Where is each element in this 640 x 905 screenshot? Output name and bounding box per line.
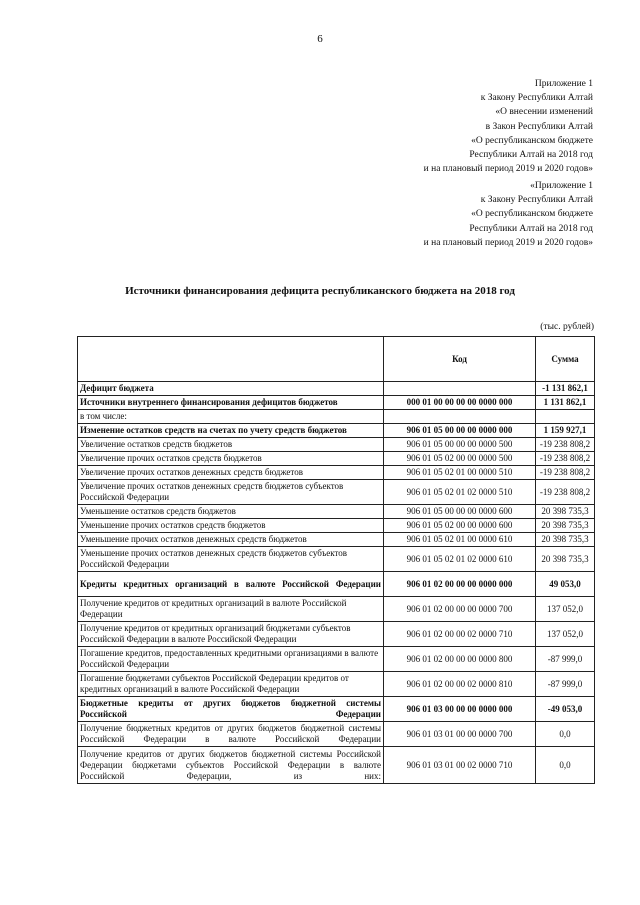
row-sum-cell: 0,0 [536, 747, 595, 784]
row-name-cell: Увеличение прочих остатков средств бюджетов [78, 452, 384, 466]
table-row [78, 396, 595, 410]
appendix-header-original [424, 179, 593, 250]
header-code: Код [384, 337, 536, 382]
row-sum-cell: 20 398 735,3 [536, 505, 595, 519]
header-sum: Сумма [536, 337, 595, 382]
row-sum-cell: -19 238 808,2 [536, 466, 595, 480]
row-code-cell: 906 01 05 02 01 00 0000 510 [384, 466, 536, 480]
row-code-cell: 906 01 03 01 00 02 0000 710 [384, 747, 536, 784]
row-name-cell: Уменьшение прочих остатков денежных средств бюджетов субъектов Российской Федерации [78, 547, 384, 572]
row-name-cell: Получение кредитов от кредитных организаций в валюте Российской Федерации [78, 597, 384, 622]
row-code-cell: 906 01 05 00 00 00 0000 000 [384, 424, 536, 438]
row-name-cell: Бюджетные кредиты от других бюджетов бюджетной системы Российской Федерации [78, 697, 384, 722]
row-sum-cell: 49 053,0 [536, 572, 595, 597]
row-code-cell [384, 410, 536, 424]
row-name-cell: в том числе: [78, 410, 384, 424]
row-name-cell: Получение кредитов от других бюджетов бюджетной системы Российской Федерации бюджетами субъектов Российской Федерации в валюте Российской Федерации, из них: [78, 747, 384, 784]
row-code-cell: 000 01 00 00 00 00 0000 000 [384, 396, 536, 410]
units-label: (тыс. рублей) [540, 322, 594, 332]
row-name-cell: Погашение кредитов, предоставленных кредитными организациями в валюте Российской Федерации [78, 647, 384, 672]
row-name-cell: Получение бюджетных кредитов от других бюджетов бюджетной системы Российской Федерации в валюте Российской Федерации [78, 722, 384, 747]
table-row [78, 382, 595, 396]
row-name-cell: Погашение бюджетами субъектов Российской Федерации кредитов от кредитных организаций в валюте Российской Федерации [78, 672, 384, 697]
row-code-cell: 906 01 05 02 01 02 0000 510 [384, 480, 536, 505]
row-name-cell: Уменьшение остатков средств бюджетов [78, 505, 384, 519]
appendix-line: Республики Алтай на 2018 год [469, 150, 593, 161]
appendix-line: «О внесении изменений [495, 107, 593, 118]
row-name-cell: Изменение остатков средств на счетах по учету средств бюджетов [78, 424, 384, 438]
row-code-cell: 906 01 05 02 00 00 0000 600 [384, 519, 536, 533]
appendix-line: Республики Алтай на 2018 год [469, 223, 593, 234]
row-sum-cell: 137 052,0 [536, 597, 595, 622]
row-sum-cell: -19 238 808,2 [536, 452, 595, 466]
row-name-cell: Кредиты кредитных организаций в валюте Российской Федерации [78, 572, 384, 597]
row-sum-cell: 1 131 862,1 [536, 396, 595, 410]
row-code-cell: 906 01 03 01 00 00 0000 700 [384, 722, 536, 747]
appendix-line: «Приложение 1 [530, 181, 593, 191]
table-row [78, 647, 595, 672]
row-sum-cell: -1 131 862,1 [536, 382, 595, 396]
row-code-cell: 906 01 05 00 00 00 0000 500 [384, 438, 536, 452]
appendix-line: к Закону Республики Алтай [480, 93, 593, 104]
table-row [78, 747, 595, 784]
table-row [78, 533, 595, 547]
table-row [78, 519, 595, 533]
row-sum-cell: 137 052,0 [536, 622, 595, 647]
page-number: 6 [317, 33, 323, 45]
row-sum-cell: 20 398 735,3 [536, 547, 595, 572]
row-sum-cell: -87 999,0 [536, 647, 595, 672]
appendix-line: «О республиканском бюджете [471, 209, 593, 220]
row-sum-cell: -19 238 808,2 [536, 480, 595, 505]
row-sum-cell: 20 398 735,3 [536, 519, 595, 533]
table-row [78, 572, 595, 597]
row-code-cell: 906 01 02 00 00 00 0000 000 [384, 572, 536, 597]
appendix-line: и на плановый период 2019 и 2020 годов» [423, 164, 593, 175]
table-row [78, 547, 595, 572]
table-row [78, 722, 595, 747]
row-code-cell [384, 382, 536, 396]
row-name-cell: Источники внутреннего финансирования дефицитов бюджетов [78, 396, 384, 410]
row-name-cell: Увеличение прочих остатков денежных средств бюджетов субъектов Российской Федерации [78, 480, 384, 505]
row-code-cell: 906 01 05 00 00 00 0000 600 [384, 505, 536, 519]
row-name-cell: Уменьшение прочих остатков денежных средств бюджетов [78, 533, 384, 547]
row-name-cell: Увеличение остатков средств бюджетов [78, 438, 384, 452]
document-title: Источники финансирования дефицита республиканского бюджета на 2018 год [125, 285, 515, 297]
row-sum-cell: 1 159 927,1 [536, 424, 595, 438]
row-code-cell: 906 01 03 00 00 00 0000 000 [384, 697, 536, 722]
table-row [78, 622, 595, 647]
row-code-cell: 906 01 05 02 00 00 0000 500 [384, 452, 536, 466]
appendix-line: «О республиканском бюджете [471, 135, 593, 146]
row-name-cell: Уменьшение прочих остатков средств бюджетов [78, 519, 384, 533]
row-code-cell: 906 01 02 00 00 02 0000 810 [384, 672, 536, 697]
table-row [78, 424, 595, 438]
row-sum-cell [536, 410, 595, 424]
table-row [78, 597, 595, 622]
row-sum-cell: -49 053,0 [536, 697, 595, 722]
appendix-line: в Закон Республики Алтай [485, 121, 593, 132]
row-sum-cell: 20 398 735,3 [536, 533, 595, 547]
row-sum-cell: 0,0 [536, 722, 595, 747]
header-name [78, 337, 384, 382]
financing-sources-table [77, 336, 595, 784]
table-row [78, 452, 595, 466]
table-header-row [78, 337, 595, 382]
appendix-line: к Закону Республики Алтай [480, 195, 593, 206]
table-row [78, 466, 595, 480]
row-code-cell: 906 01 02 00 00 02 0000 710 [384, 622, 536, 647]
row-code-cell: 906 01 02 00 00 00 0000 700 [384, 597, 536, 622]
appendix-line: Приложение 1 [534, 79, 593, 89]
table-row [78, 410, 595, 424]
row-sum-cell: -87 999,0 [536, 672, 595, 697]
table-row [78, 480, 595, 505]
row-sum-cell: -19 238 808,2 [536, 438, 595, 452]
row-name-cell: Увеличение прочих остатков денежных средств бюджетов [78, 466, 384, 480]
row-code-cell: 906 01 05 02 01 00 0000 610 [384, 533, 536, 547]
row-name-cell: Дефицит бюджета [78, 382, 384, 396]
row-name-cell: Получение кредитов от кредитных организаций бюджетами субъектов Российской Федерации в валюте Российской Федерации [78, 622, 384, 647]
appendix-header-current [424, 77, 593, 176]
table-row [78, 505, 595, 519]
table-row [78, 438, 595, 452]
row-code-cell: 906 01 05 02 01 02 0000 610 [384, 547, 536, 572]
table-row [78, 697, 595, 722]
appendix-line: и на плановый период 2019 и 2020 годов» [423, 237, 593, 248]
table-row [78, 672, 595, 697]
row-code-cell: 906 01 02 00 00 00 0000 800 [384, 647, 536, 672]
